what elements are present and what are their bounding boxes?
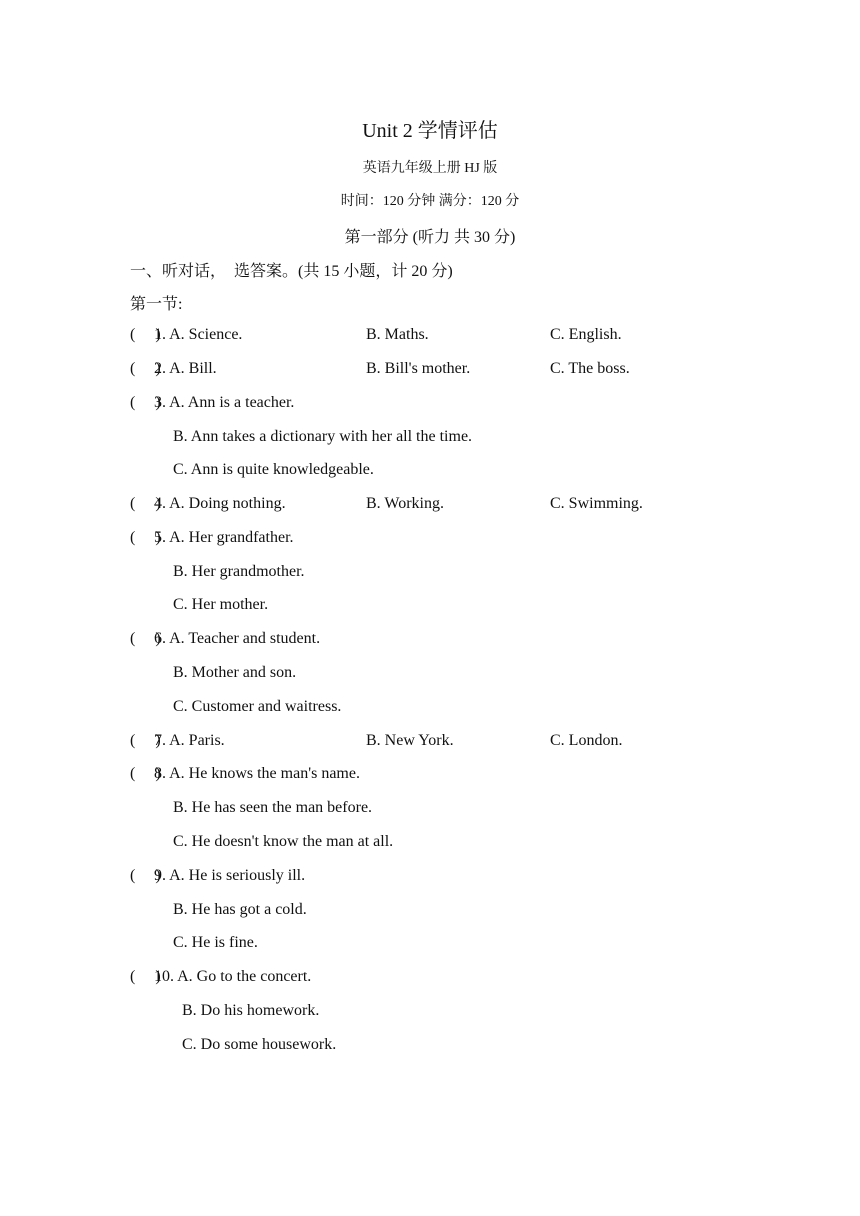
option-b: B. Working. bbox=[366, 495, 444, 512]
question-4 bbox=[130, 495, 770, 519]
question-3 bbox=[130, 394, 770, 418]
answer-blank[interactable]: ( ) bbox=[130, 495, 161, 512]
option-b: B. He has got a cold. bbox=[173, 901, 307, 918]
answer-blank[interactable]: ( ) bbox=[130, 529, 161, 546]
option-c: C. Customer and waitress. bbox=[173, 698, 342, 715]
question-stem: 2. A. Bill. bbox=[154, 360, 217, 377]
answer-blank[interactable]: ( ) bbox=[130, 867, 161, 884]
question-stem: 9. A. He is seriously ill. bbox=[154, 867, 306, 884]
answer-blank[interactable]: ( ) bbox=[130, 968, 161, 985]
question-1 bbox=[130, 326, 770, 350]
question-stem: 5. A. Her grandfather. bbox=[154, 529, 294, 546]
question-stem: 7. A. Paris. bbox=[154, 732, 225, 749]
option-b: B. Mother and son. bbox=[173, 664, 297, 681]
answer-blank[interactable]: ( ) bbox=[130, 360, 161, 377]
option-c: C. English. bbox=[550, 326, 622, 343]
option-b: B. He has seen the man before. bbox=[173, 799, 373, 816]
exam-meta: 时间：120 分钟 满分：120 分 bbox=[340, 194, 520, 209]
option-c: C. Do some housework. bbox=[182, 1036, 337, 1053]
option-c: C. London. bbox=[550, 732, 623, 749]
option-b: B. Maths. bbox=[366, 326, 429, 343]
answer-blank[interactable]: ( ) bbox=[130, 765, 161, 782]
option-c: C. Ann is quite knowledgeable. bbox=[173, 461, 374, 478]
section-subheading: 第一节: bbox=[130, 296, 183, 313]
page-subtitle: 英语九年级上册 HJ 版 bbox=[362, 161, 498, 176]
option-c: C. Swimming. bbox=[550, 495, 643, 512]
answer-blank[interactable]: ( ) bbox=[130, 630, 161, 647]
option-b: B. New York. bbox=[366, 732, 454, 749]
option-b: B. Bill's mother. bbox=[366, 360, 471, 377]
section-heading: 一、听对话， 选答案。(共 15 小题，计 20 分) bbox=[130, 263, 453, 280]
question-stem: 6. A. Teacher and student. bbox=[154, 630, 321, 647]
question-8 bbox=[130, 765, 770, 789]
answer-blank[interactable]: ( ) bbox=[130, 732, 161, 749]
question-9 bbox=[130, 867, 770, 891]
answer-blank[interactable]: ( ) bbox=[130, 326, 161, 343]
question-stem: 10. A. Go to the concert. bbox=[154, 968, 312, 985]
question-stem: 3. A. Ann is a teacher. bbox=[154, 394, 295, 411]
question-7 bbox=[130, 732, 770, 756]
question-5 bbox=[130, 529, 770, 553]
question-stem: 1. A. Science. bbox=[154, 326, 243, 343]
option-c: C. He is fine. bbox=[173, 934, 258, 951]
question-10 bbox=[130, 968, 770, 992]
question-stem: 4. A. Doing nothing. bbox=[154, 495, 286, 512]
question-stem: 8. A. He knows the man's name. bbox=[154, 765, 360, 782]
question-6 bbox=[130, 630, 770, 654]
option-c: C. He doesn't know the man at all. bbox=[173, 833, 394, 850]
answer-blank[interactable]: ( ) bbox=[130, 394, 161, 411]
part-heading: 第一部分 (听力 共 30 分) bbox=[344, 229, 516, 246]
option-b: B. Ann takes a dictionary with her all the time. bbox=[173, 428, 473, 445]
option-c: C. Her mother. bbox=[173, 596, 269, 613]
option-c: C. The boss. bbox=[550, 360, 630, 377]
option-b: B. Her grandmother. bbox=[173, 563, 305, 580]
question-2 bbox=[130, 360, 770, 384]
page-title: Unit 2 学情评估 bbox=[362, 120, 498, 142]
option-b: B. Do his homework. bbox=[182, 1002, 320, 1019]
